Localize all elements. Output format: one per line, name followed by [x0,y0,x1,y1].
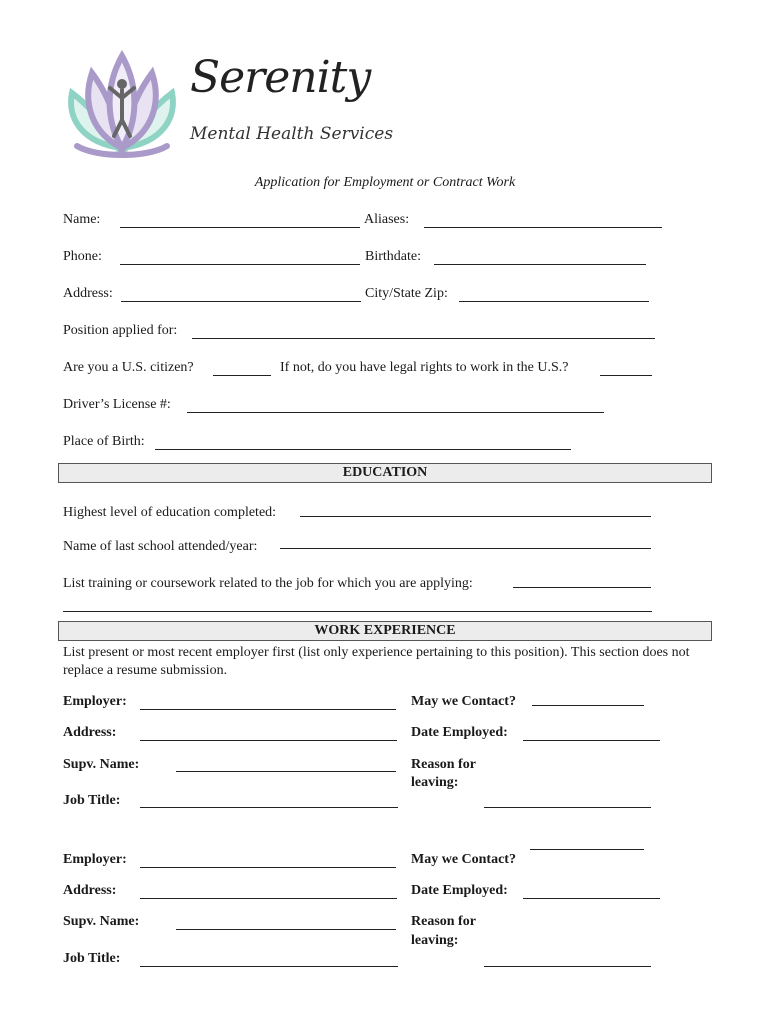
city-state-zip-field[interactable] [459,301,649,302]
reason-leaving-field[interactable] [484,966,651,967]
work-experience-header [58,621,712,641]
reason-leaving-label-line1: Reason for [411,757,476,772]
job-title-label: Job Title: [63,793,121,808]
reason-leaving-label-line1: Reason for [411,914,476,929]
work-instructions: List present or most recent employer first (list only experience pertaining to this position). This section does not replace a resume submission. [63,645,690,678]
citizen-label: Are you a U.S. citizen? [63,360,194,375]
aliases-field[interactable] [424,227,662,228]
legal-rights-label: If not, do you have legal rights to work in the U.S.? [280,360,569,375]
supv-name-label: Supv. Name: [63,757,140,772]
place-of-birth-label: Place of Birth: [63,434,145,449]
legal-rights-field[interactable] [600,375,652,376]
education-header [58,463,712,483]
employer-label: Employer: [63,694,127,709]
may-contact-label: May we Contact? [411,694,516,709]
training-label: List training or coursework related to the job for which you are applying: [63,576,473,591]
last-school-label: Name of last school attended/year: [63,539,258,554]
job-title-label: Job Title: [63,951,121,966]
drivers-license-field[interactable] [187,412,604,413]
phone-label: Phone: [63,249,102,264]
supv-name-field[interactable] [176,929,396,930]
employer-field[interactable] [140,709,396,710]
employer-address-label: Address: [63,883,117,898]
drivers-license-label: Driver’s License #: [63,397,171,412]
supv-name-label: Supv. Name: [63,914,140,929]
training-field[interactable] [513,587,651,588]
reason-leaving-field-extra[interactable] [530,849,644,850]
date-employed-label: Date Employed: [411,883,508,898]
supv-name-field[interactable] [176,771,396,772]
phone-field[interactable] [120,264,360,265]
education-header-text: EDUCATION [342,465,428,480]
place-of-birth-field[interactable] [155,449,571,450]
logo-tagline: Mental Health Services [190,124,394,144]
highest-education-field[interactable] [300,516,651,517]
job-title-field[interactable] [140,807,398,808]
address-label: Address: [63,286,113,301]
employer-address-field[interactable] [140,740,397,741]
may-contact-label: May we Contact? [411,852,516,867]
address-field[interactable] [121,301,361,302]
may-contact-field[interactable] [532,705,644,706]
city-state-zip-label: City/State Zip: [365,286,448,301]
reason-leaving-label-line2: leaving: [411,775,459,790]
position-field[interactable] [192,338,655,339]
reason-leaving-field[interactable] [484,807,651,808]
logo-brand: Serenity [190,52,371,103]
aliases-label: Aliases: [364,212,410,227]
employer-label: Employer: [63,852,127,867]
employer-field[interactable] [140,867,396,868]
date-employed-field[interactable] [523,740,660,741]
name-label: Name: [63,212,101,227]
date-employed-field[interactable] [523,898,660,899]
work-experience-header-text: WORK EXPERIENCE [314,623,456,638]
reason-leaving-label-line2: leaving: [411,933,459,948]
birthdate-label: Birthdate: [365,249,421,264]
form-title: Application for Employment or Contract Work [254,175,516,190]
employer-address-label: Address: [63,725,117,740]
date-employed-label: Date Employed: [411,725,508,740]
name-field[interactable] [120,227,360,228]
last-school-field[interactable] [280,548,651,549]
highest-education-label: Highest level of education completed: [63,505,277,520]
position-label: Position applied for: [63,323,178,338]
training-field-continued[interactable] [63,611,652,612]
job-title-field[interactable] [140,966,398,967]
employer-address-field[interactable] [140,898,397,899]
birthdate-field[interactable] [434,264,646,265]
citizen-field[interactable] [213,375,271,376]
